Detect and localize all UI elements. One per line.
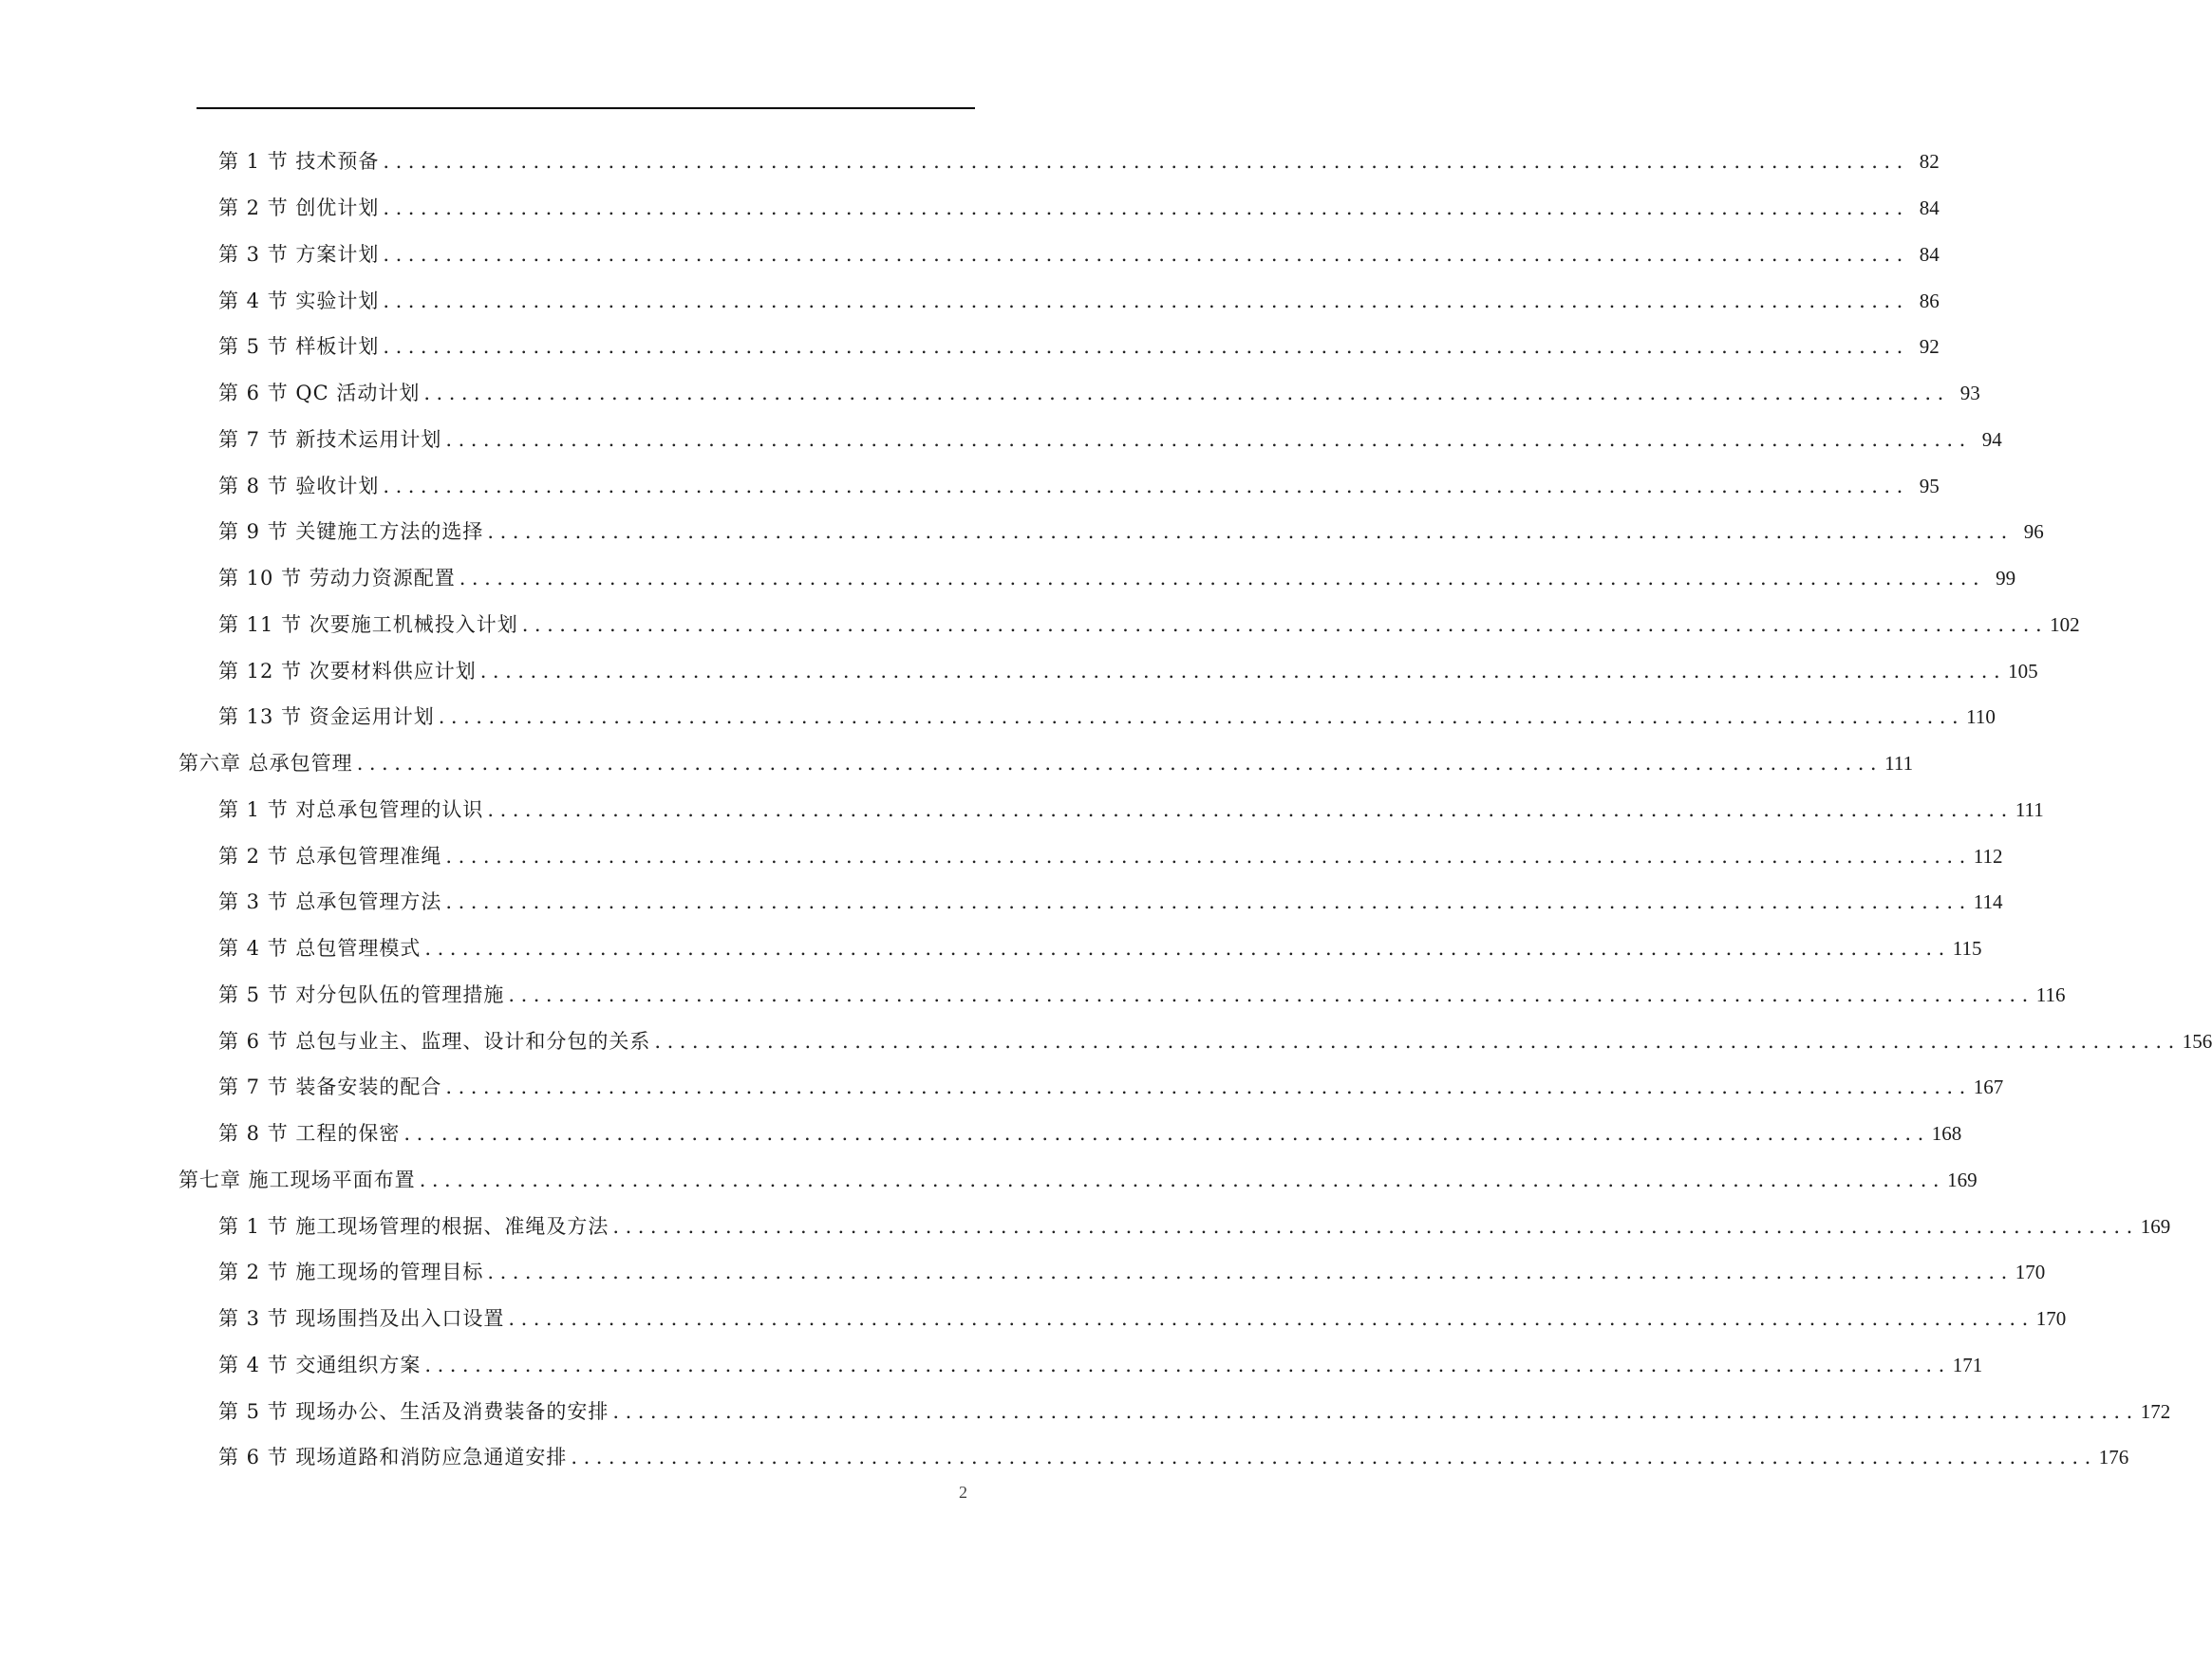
toc-section-entry[interactable] bbox=[0, 509, 2044, 555]
toc-section-entry[interactable] bbox=[0, 185, 1940, 232]
toc-leader-dots bbox=[445, 889, 1971, 914]
toc-chapter-entry[interactable] bbox=[0, 740, 1914, 787]
toc-leader-dots bbox=[383, 149, 1908, 174]
toc-entry-label: 第 3 节 总承包管理方法 bbox=[218, 890, 442, 914]
toc-section-entry[interactable] bbox=[0, 555, 2016, 602]
toc-entry-page-number: 102 bbox=[2050, 612, 2080, 636]
toc-leader-dots bbox=[383, 334, 1908, 359]
toc-entry-label: 第 12 节 次要材料供应计划 bbox=[218, 659, 477, 683]
toc-entry-label: 第 1 节 技术预备 bbox=[218, 150, 380, 174]
toc-leader-dots bbox=[424, 936, 1950, 961]
toc-chapter-entry[interactable] bbox=[0, 1157, 1978, 1204]
toc-leader-dots bbox=[654, 1029, 2180, 1054]
toc-entry-page-number: 156 bbox=[2182, 1029, 2212, 1053]
toc-entry-page-number: 170 bbox=[2015, 1261, 2046, 1284]
toc-entry-page-number: 116 bbox=[2035, 982, 2066, 1006]
toc-leader-dots bbox=[423, 381, 1949, 405]
toc-entry-label: 第 7 节 新技术运用计划 bbox=[218, 427, 442, 451]
toc-section-entry[interactable] bbox=[0, 832, 2003, 879]
toc-entry-label: 第 3 节 现场围挡及出入口设置 bbox=[218, 1307, 505, 1331]
toc-leader-dots bbox=[459, 566, 1985, 590]
toc-leader-dots bbox=[487, 519, 2013, 544]
toc-section-entry[interactable] bbox=[0, 462, 1940, 509]
toc-entry-page-number: 169 bbox=[2140, 1214, 2171, 1238]
toc-leader-dots bbox=[439, 704, 1964, 729]
toc-leader-dots bbox=[424, 1353, 1950, 1377]
toc-entry-page-number: 92 bbox=[1919, 335, 1940, 359]
toc-entry-page-number: 96 bbox=[2023, 520, 2044, 544]
toc-entry-label: 第 5 节 样板计划 bbox=[218, 335, 380, 359]
page-number: 2 bbox=[959, 1483, 967, 1502]
toc-entry-page-number: 105 bbox=[2008, 659, 2038, 683]
toc-entry-label: 第 9 节 关键施工方法的选择 bbox=[218, 520, 484, 544]
toc-section-entry[interactable] bbox=[0, 139, 1940, 185]
toc-section-entry[interactable] bbox=[0, 926, 1982, 972]
toc-section-entry[interactable] bbox=[0, 370, 1980, 417]
toc-leader-dots bbox=[612, 1399, 2138, 1424]
toc-entry-page-number: 114 bbox=[1973, 890, 2003, 914]
toc-entry-page-number: 112 bbox=[1973, 844, 2003, 868]
toc-entry-page-number: 169 bbox=[1947, 1168, 1978, 1191]
toc-leader-dots bbox=[445, 1075, 1971, 1099]
toc-entry-page-number: 115 bbox=[1952, 937, 1982, 961]
toc-leader-dots bbox=[508, 1306, 2034, 1331]
toc-entry-label: 第 11 节 次要施工机械投入计划 bbox=[218, 612, 518, 636]
toc-leader-dots bbox=[445, 427, 1971, 452]
toc-entry-page-number: 95 bbox=[1919, 474, 1940, 497]
toc-section-entry[interactable] bbox=[0, 277, 1940, 324]
toc-entry-page-number: 99 bbox=[1996, 567, 2016, 590]
toc-entry-label: 第 6 节 现场道路和消防应急通道安排 bbox=[218, 1446, 568, 1469]
toc-entry-page-number: 111 bbox=[1884, 752, 1914, 776]
toc-leader-dots bbox=[480, 659, 2006, 683]
toc-entry-label: 第 10 节 劳动力资源配置 bbox=[218, 567, 456, 590]
toc-entry-page-number: 168 bbox=[1931, 1122, 1962, 1146]
toc-entry-page-number: 171 bbox=[1952, 1353, 1983, 1376]
toc-entry-page-number: 170 bbox=[2035, 1307, 2067, 1331]
toc-entry-label: 第 4 节 总包管理模式 bbox=[218, 937, 422, 961]
toc-section-entry[interactable] bbox=[0, 1249, 2046, 1296]
toc-entry-page-number: 84 bbox=[1919, 196, 1940, 220]
toc-entry-page-number: 86 bbox=[1919, 289, 1940, 312]
toc-section-entry[interactable] bbox=[0, 1064, 2004, 1111]
toc-entry-label: 第七章 施工现场平面布置 bbox=[178, 1168, 416, 1191]
toc-entry-page-number: 167 bbox=[1973, 1076, 2004, 1099]
toc-leader-dots bbox=[612, 1214, 2138, 1239]
toc-section-entry[interactable] bbox=[0, 1296, 2067, 1342]
toc-leader-dots bbox=[383, 196, 1908, 220]
toc-entry-label: 第 2 节 创优计划 bbox=[218, 196, 380, 220]
toc-leader-dots bbox=[571, 1445, 2096, 1469]
toc-entry-label: 第 1 节 施工现场管理的根据、准绳及方法 bbox=[218, 1214, 609, 1238]
toc-entry-label: 第 2 节 总承包管理准绳 bbox=[218, 844, 442, 868]
toc-leader-dots bbox=[383, 242, 1908, 267]
toc-section-entry[interactable] bbox=[0, 972, 2066, 1019]
toc-entry-page-number: 94 bbox=[1981, 427, 2002, 451]
toc-leader-dots bbox=[487, 797, 2013, 822]
toc-entry-label: 第 4 节 交通组织方案 bbox=[218, 1353, 422, 1376]
toc-entry-label: 第 13 节 资金运用计划 bbox=[218, 705, 435, 729]
table-of-contents bbox=[0, 139, 2212, 1481]
toc-leader-dots bbox=[420, 1168, 1945, 1192]
toc-section-entry[interactable] bbox=[0, 1111, 1962, 1157]
toc-section-entry[interactable] bbox=[0, 602, 2080, 648]
toc-section-entry[interactable] bbox=[0, 1342, 1983, 1389]
toc-section-entry[interactable] bbox=[0, 787, 2044, 833]
toc-section-entry[interactable] bbox=[0, 1203, 2171, 1249]
toc-entry-label: 第 5 节 现场办公、生活及消费装备的安排 bbox=[218, 1399, 609, 1423]
toc-entry-label: 第 5 节 对分包队伍的管理措施 bbox=[218, 982, 505, 1006]
toc-entry-page-number: 110 bbox=[1966, 705, 1996, 729]
toc-entry-label: 第 8 节 工程的保密 bbox=[218, 1122, 401, 1146]
toc-entry-label: 第 3 节 方案计划 bbox=[218, 242, 380, 266]
toc-section-entry[interactable] bbox=[0, 694, 1996, 740]
toc-entry-page-number: 172 bbox=[2140, 1399, 2171, 1423]
toc-entry-label: 第六章 总承包管理 bbox=[178, 752, 353, 776]
toc-entry-page-number: 111 bbox=[2015, 797, 2044, 821]
toc-entry-label: 第 1 节 对总承包管理的认识 bbox=[218, 797, 484, 821]
toc-section-entry[interactable] bbox=[0, 232, 1940, 278]
toc-entry-page-number: 84 bbox=[1919, 242, 1940, 266]
toc-leader-dots bbox=[383, 289, 1908, 313]
toc-leader-dots bbox=[487, 1260, 2013, 1284]
toc-entry-label: 第 4 节 实验计划 bbox=[218, 289, 380, 312]
toc-section-entry[interactable] bbox=[0, 324, 1940, 370]
toc-leader-dots bbox=[522, 612, 2048, 637]
toc-section-entry[interactable] bbox=[0, 417, 2002, 463]
toc-section-entry[interactable] bbox=[0, 1434, 2129, 1481]
toc-leader-dots bbox=[445, 844, 1971, 869]
toc-leader-dots bbox=[357, 751, 1883, 776]
header-rule bbox=[197, 107, 975, 109]
toc-section-entry[interactable] bbox=[0, 879, 2003, 926]
toc-entry-label: 第 6 节 QC 活动计划 bbox=[218, 382, 421, 405]
toc-entry-page-number: 176 bbox=[2098, 1446, 2129, 1469]
toc-entry-label: 第 7 节 装备安装的配合 bbox=[218, 1076, 442, 1099]
toc-entry-label: 第 2 节 施工现场的管理目标 bbox=[218, 1261, 484, 1284]
toc-entry-page-number: 82 bbox=[1919, 150, 1940, 174]
toc-section-entry[interactable] bbox=[0, 1018, 2212, 1064]
toc-entry-label: 第 8 节 验收计划 bbox=[218, 474, 380, 497]
toc-section-entry[interactable] bbox=[0, 647, 2038, 694]
toc-leader-dots bbox=[508, 982, 2034, 1007]
toc-entry-page-number: 93 bbox=[1959, 382, 1980, 405]
toc-entry-label: 第 6 节 总包与业主、监理、设计和分包的关系 bbox=[218, 1029, 651, 1053]
toc-leader-dots bbox=[383, 474, 1908, 498]
toc-leader-dots bbox=[403, 1121, 1929, 1146]
toc-section-entry[interactable] bbox=[0, 1388, 2171, 1434]
